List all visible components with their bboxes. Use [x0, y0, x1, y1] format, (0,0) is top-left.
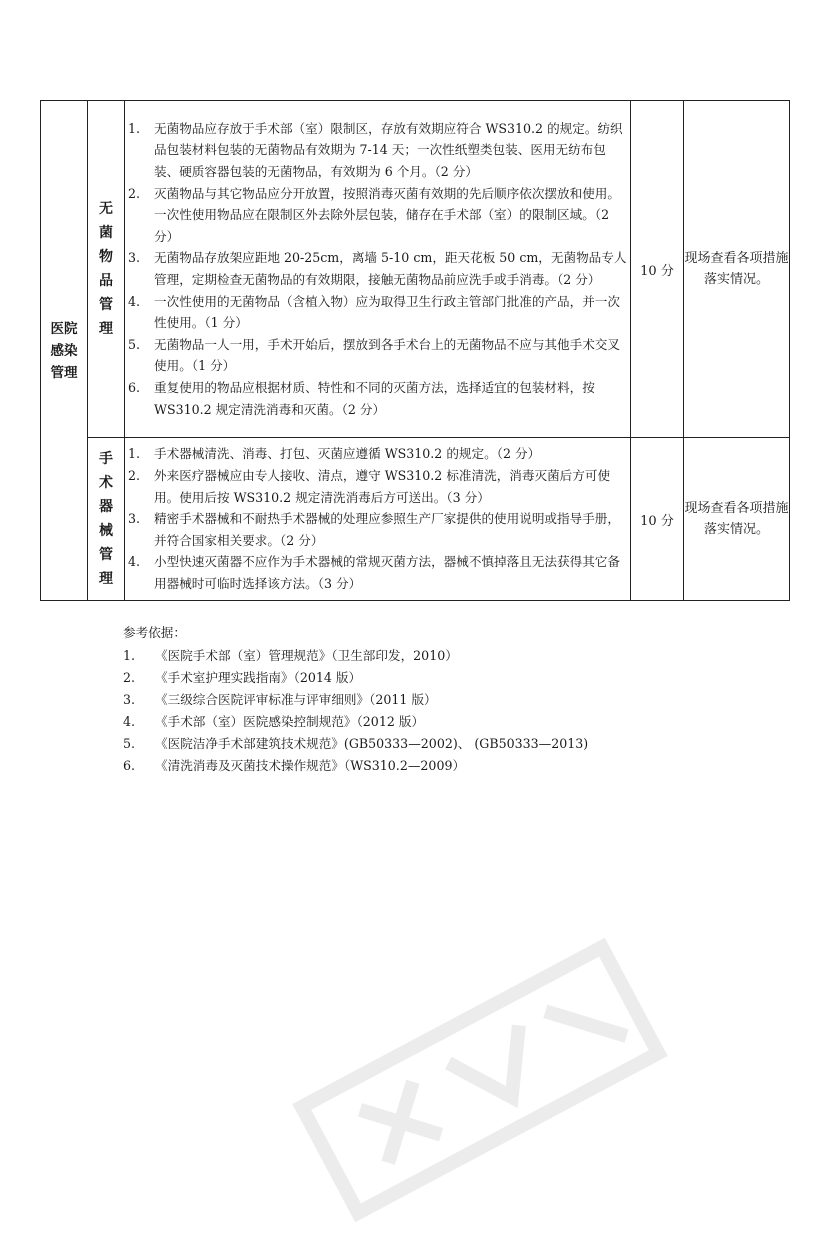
subcategory-cell	[88, 101, 125, 438]
reference-text: 《三级综合医院评审标准与评审细则》（2011 版）	[155, 692, 437, 707]
list-item: 6. 重复使用的物品应根据材质、特性和不同的灭菌方法，选择适宜的包装材料，按 WS310.2 规定清洗消毒和灭菌。（2 分）	[128, 379, 595, 417]
subcategory-char: 无	[99, 201, 113, 217]
watermark-logo	[274, 907, 686, 1253]
subcategory-char: 物	[99, 249, 113, 265]
list-item-text: 无菌物品应存放于手术部（室）限制区，存放有效期应符合 WS310.2 的规定。纺织品包装材料包装的无菌物品有效期为 7-14 天；一次性纸塑类包装、医用无纺布包装、硬质容器包装的无菌物品，有效期为 6 个月。（2 分）	[154, 120, 623, 180]
criteria-cell	[125, 438, 631, 601]
category-line: 医院	[50, 320, 78, 337]
subcategory-cell	[88, 438, 125, 601]
category-line: 感染	[50, 342, 78, 359]
list-item: 3. 精密手术器械和不耐热手术器械的处理应参照生产厂家提供的使用说明或指导手册，并符合国家相关要求。（2 分）	[128, 511, 620, 548]
subcategory-char: 理	[99, 321, 113, 337]
method-cell: 现场查看各项措施落实情况。	[684, 438, 790, 601]
subcategory-char: 器	[99, 499, 113, 515]
criteria-cell	[125, 101, 631, 438]
table-row-surgical-instruments	[41, 438, 790, 601]
reference-text: 《清洗消毒及灭菌技术操作规范》（WS310.2—2009）	[155, 758, 466, 773]
list-item: 3. 无菌物品存放架应距地 20-25cm，离墙 5-10 cm，距天花板 50 cm，无菌物品专人管理，定期检查无菌物品的有效期限，接触无菌物品前应洗手或手消毒。（2 分）	[128, 250, 627, 287]
reference-text: 《手术室护理实践指南》（2014 版）	[155, 670, 362, 685]
reference-item: 1. 《医院手术部（室）管理规范》（卫生部印发，2010）	[123, 648, 458, 663]
table-row-sterile-goods	[41, 101, 790, 438]
subcategory-char: 管	[99, 297, 113, 313]
references-title: 参考依据：	[123, 625, 186, 640]
reference-item: 6. 《清洗消毒及灭菌技术操作规范》（WS310.2—2009）	[123, 758, 466, 773]
list-item: 5. 无菌物品一人一用，手术开始后，摆放到各手术台上的无菌物品不应与其他手术交叉使用。（1 分）	[128, 336, 620, 374]
score-cell: 10 分	[631, 438, 684, 601]
score-cell: 10 分	[631, 101, 684, 438]
subcategory-char: 术	[99, 475, 113, 491]
reference-text: 《手术部（室）医院感染控制规范》（2012 版）	[155, 714, 425, 729]
subcategory-char: 手	[99, 451, 113, 467]
category-line: 管理	[50, 364, 78, 381]
subcategory-char: 械	[99, 523, 113, 539]
list-item: 4. 小型快速灭菌器不应作为手术器械的常规灭菌方法，器械不慎掉落且无法获得其它备用器械时可临时选择该方法。（3 分）	[128, 554, 620, 591]
reference-item: 2. 《手术室护理实践指南》（2014 版）	[123, 670, 362, 685]
subcategory-char: 菌	[99, 225, 113, 241]
assessment-table	[40, 100, 790, 601]
list-item-text: 小型快速灭菌器不应作为手术器械的常规灭菌方法，器械不慎掉落且无法获得其它备用器械时可临时选择该方法。（3 分）	[154, 554, 620, 591]
subcategory-char: 品	[99, 273, 113, 289]
list-item: 4. 一次性使用的无菌物品（含植入物）应为取得卫生行政主管部门批准的产品，并一次性使用。（1 分）	[128, 293, 620, 331]
list-item-text: 灭菌物品与其它物品应分开放置，按照消毒灭菌有效期的先后顺序依次摆放和使用。一次性使用物品应在限制区外去除外层包装，储存在手术部（室）的限制区域。（2 分）	[154, 185, 620, 244]
list-item: 2. 灭菌物品与其它物品应分开放置，按照消毒灭菌有效期的先后顺序依次摆放和使用。一次性使用物品应在限制区外去除外层包装，储存在手术部（室）的限制区域。（2 分）	[128, 185, 620, 244]
list-item-text: 精密手术器械和不耐热手术器械的处理应参照生产厂家提供的使用说明或指导手册，并符合国家相关要求。（2 分）	[154, 511, 620, 548]
method-cell: 现场查看各项措施落实情况。	[684, 101, 790, 438]
references	[123, 622, 588, 777]
criteria-list	[125, 443, 630, 594]
list-item: 1. 无菌物品应存放于手术部（室）限制区，存放有效期应符合 WS310.2 的规定。纺织品包装材料包装的无菌物品有效期为 7-14 天；一次性纸塑类包装、医用无纺布包装、硬质容器包装的无菌物品，有效期为 6 个月。（2 分）	[128, 120, 623, 180]
subcategory-char: 管	[99, 547, 113, 563]
reference-text: 《医院手术部（室）管理规范》（卫生部印发，2010）	[155, 648, 458, 663]
reference-item: 3. 《三级综合医院评审标准与评审细则》（2011 版）	[123, 692, 437, 707]
reference-item: 5. 《医院洁净手术部建筑技术规范》(GB50333—2002)、 (GB50333—2013)	[123, 736, 589, 751]
list-item-text: 外来医疗器械应由专人接收、清点，遵守 WS310.2 标准清洗，消毒灭菌后方可使用。使用后按 WS310.2 规定清洗消毒后方可送出。（3 分）	[154, 468, 611, 505]
reference-text: 《医院洁净手术部建筑技术规范》(GB50333—2002)、 (GB50333—2013)	[155, 736, 589, 751]
references-list	[123, 645, 588, 777]
list-item-text: 无菌物品一人一用，手术开始后，摆放到各手术台上的无菌物品不应与其他手术交叉使用。（1 分）	[154, 336, 620, 374]
list-item-text: 手术器械清洗、消毒、打包、灭菌应遵循 WS310.2 的规定。（2 分）	[154, 446, 541, 462]
list-item-text: 一次性使用的无菌物品（含植入物）应为取得卫生行政主管部门批准的产品，并一次性使用。（1 分）	[154, 293, 620, 331]
subcategory-char: 理	[99, 571, 113, 587]
list-item: 2. 外来医疗器械应由专人接收、清点，遵守 WS310.2 标准清洗，消毒灭菌后方可使用。使用后按 WS310.2 规定清洗消毒后方可送出。（3 分）	[128, 468, 611, 505]
criteria-list	[125, 118, 630, 420]
list-item-text: 重复使用的物品应根据材质、特性和不同的灭菌方法，选择适宜的包装材料，按 WS310.2 规定清洗消毒和灭菌。（2 分）	[154, 379, 595, 417]
reference-item: 4. 《手术部（室）医院感染控制规范》（2012 版）	[123, 714, 425, 729]
list-item-text: 无菌物品存放架应距地 20-25cm，离墙 5-10 cm，距天花板 50 cm，无菌物品专人管理，定期检查无菌物品的有效期限，接触无菌物品前应洗手或手消毒。（2 分）	[154, 250, 627, 287]
list-item: 1. 手术器械清洗、消毒、打包、灭菌应遵循 WS310.2 的规定。（2 分）	[128, 446, 541, 462]
category-cell	[41, 101, 88, 601]
